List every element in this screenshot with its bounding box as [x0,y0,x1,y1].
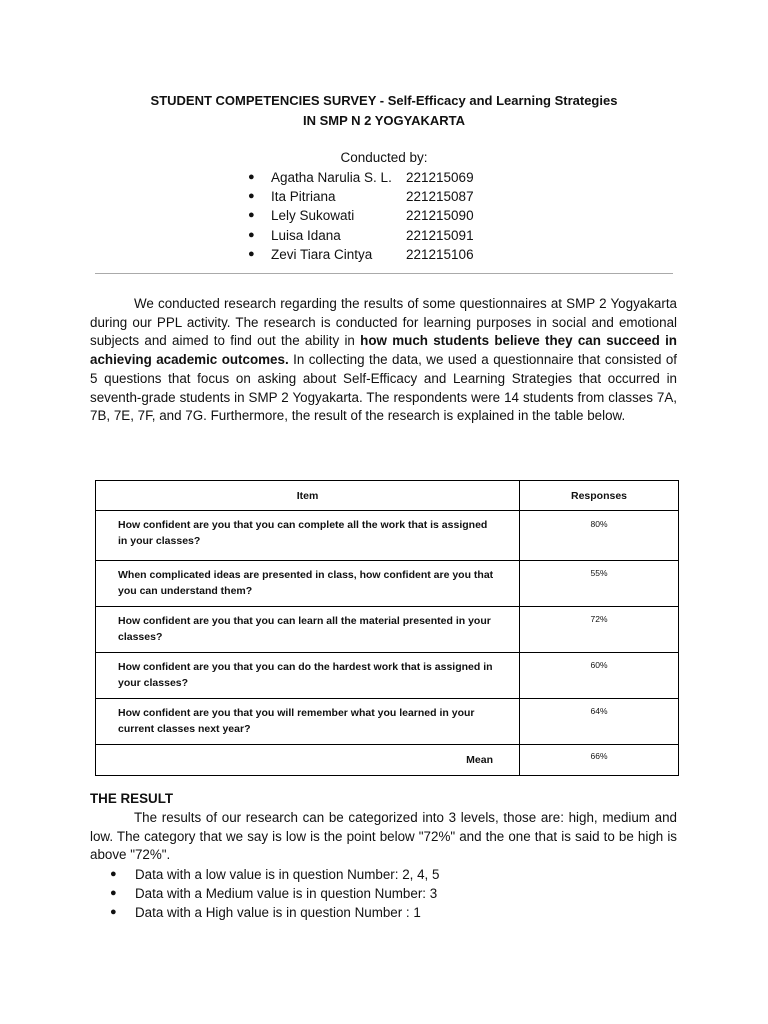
response-cell: 72% [520,607,679,653]
result-paragraph: The results of our research can be categorized into 3 levels, those are: high, medium and low. The category that we say is low is the point below "72%" and the one that is said to be high is above "72%". [90,810,677,863]
response-cell: 64% [520,699,679,745]
table-row [96,653,679,699]
table-mean-row [96,745,679,776]
bullet-icon: ● [110,887,117,899]
table-row [96,561,679,607]
question-cell: How confident are you that you will remember what you learned in your current classes next year? [96,699,520,745]
mean-label: Mean [96,745,520,776]
question-cell: How confident are you that you can learn all the material presented in your classes? [96,607,520,653]
author-id: 221215106 [406,246,474,262]
intro-bold-text: how much students believe they can succeed in achieving academic outcomes. [90,333,677,368]
response-cell: 55% [520,561,679,607]
bullet-icon: ● [248,209,255,222]
question-cell: When complicated ideas are presented in class, how confident are you that you can understand them? [96,561,520,607]
author-name: Zevi Tiara Cintya [271,246,373,262]
bullet-icon: ● [248,247,255,260]
author-id: 221215091 [406,227,474,243]
intro-paragraph [90,295,677,426]
column-header-responses: Responses [520,481,679,511]
result-item-text: Data with a High value is in question Number : 1 [135,905,421,920]
mean-value: 66% [520,745,679,776]
response-cell: 60% [520,653,679,699]
author-name: Luisa Idana [271,227,341,243]
bullet-icon: ● [248,171,255,183]
result-item-text: Data with a low value is in question Number: 2, 4, 5 [135,867,440,882]
response-cell: 80% [520,511,679,561]
author-id: 221215087 [406,189,474,205]
result-heading: THE RESULT [90,791,174,806]
table-row [96,607,679,653]
author-id: 221215069 [406,170,474,185]
author-name: Agatha Narulia S. L. [271,170,392,185]
question-cell: How confident are you that you can complete all the work that is assigned in your classes? [96,511,520,561]
document-subtitle: IN SMP N 2 YOGYAKARTA [302,113,466,128]
conducted-by-label: Conducted by: [340,150,428,165]
table-row [96,511,679,561]
table-header-row [96,481,679,511]
bullet-icon: ● [110,906,117,918]
author-name: Ita Pitriana [271,189,336,205]
column-header-item: Item [96,481,520,511]
intro-text-1: We conducted research regarding the results of some questionnaires at SMP 2 Yogyakarta during our PPL activity. The research is conducted for learning purposes in social and emotional subjects and aimed to find out the ability in [90,296,677,349]
survey-results-table [95,480,679,776]
bullet-icon: ● [110,868,117,880]
result-item-text: Data with a Medium value is in question Number: 3 [135,886,438,901]
horizontal-divider [95,273,673,274]
author-id: 221215090 [406,208,474,224]
document-title: STUDENT COMPETENCIES SURVEY - Self-Efficacy and Learning Strategies [150,93,618,108]
bullet-icon: ● [248,190,255,203]
table-row [96,699,679,745]
intro-text-2: In collecting the data, we used a questionnaire that consisted of 5 questions that focus on asking about Self-Efficacy and Learning Strategies that occurred in seventh-grade students in SMP 2 Yogyakarta. The respondents were 14 students from classes 7A, 7B, 7E, 7F, and 7G. Furthermore, the result of the research is explained in the table below. [90,352,677,424]
bullet-icon: ● [248,228,255,241]
question-cell: How confident are you that you can do the hardest work that is assigned in your classes? [96,653,520,699]
author-name: Lely Sukowati [271,208,355,224]
